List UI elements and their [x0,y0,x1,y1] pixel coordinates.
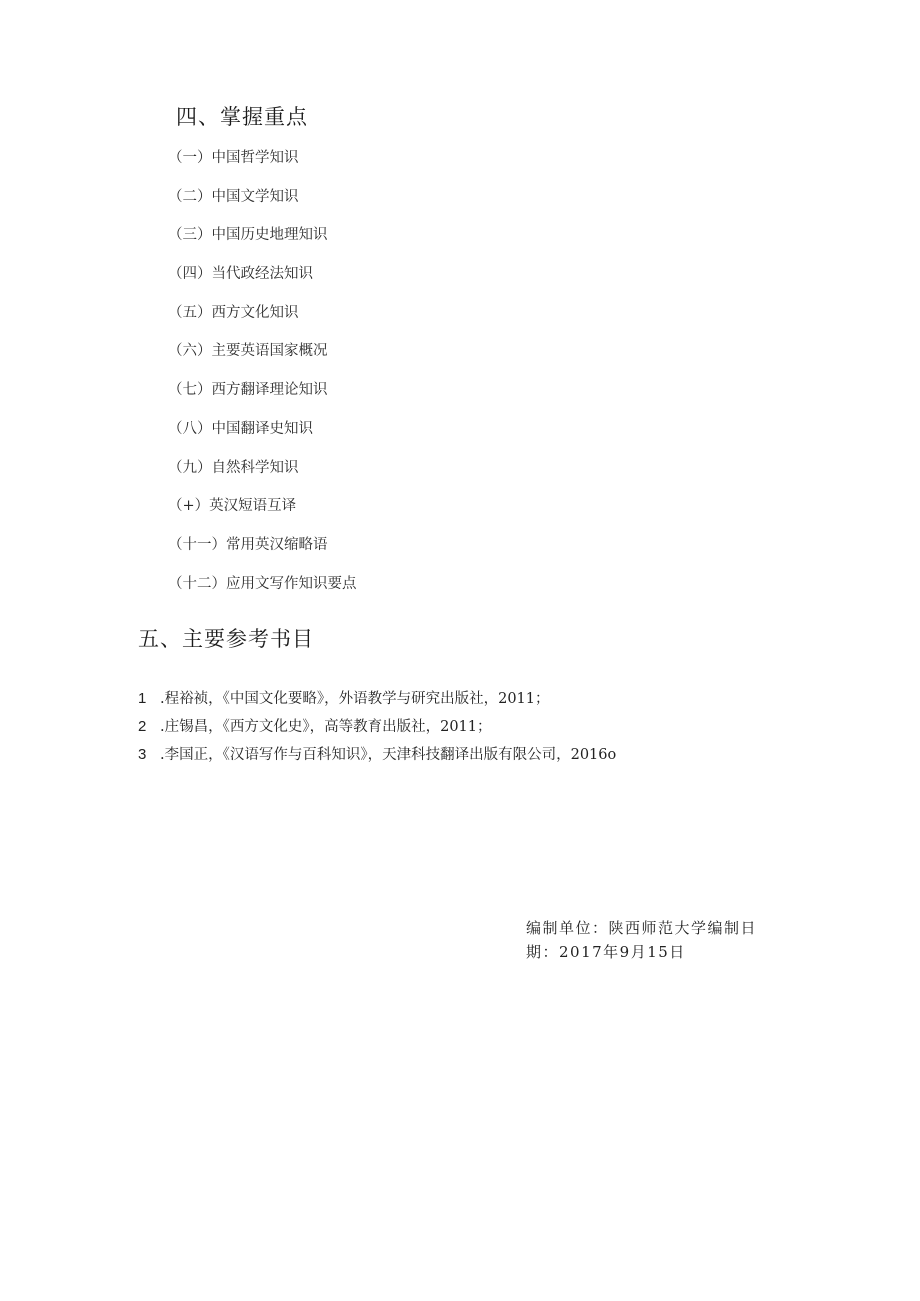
reference-text: .庄锡昌，《西方文化史》，高等教育出版社，2011； [160,719,492,735]
reference-number: 2 [138,718,147,735]
list-item: （八）中国翻译史知识 [168,420,313,437]
reference-text: .程裕祯，《中国文化要略》，外语教学与研究出版社，2011； [160,691,550,707]
list-item: （四）当代政经法知识 [168,266,313,283]
reference-text: .李国正，《汉语写作与百科知识》，天津科技翻译出版有限公司，2016o [160,747,617,763]
list-item: （三）中国历史地理知识 [168,227,328,244]
key-points-list [168,148,357,612]
list-item: （五）西方文化知识 [168,304,299,321]
footer-line-2: 期：2017年9月15日 [526,943,686,961]
reference-item [138,688,616,716]
section-5-heading: 五、主要参考书目 [138,627,314,651]
list-item: （七）西方翻译理论知识 [168,382,328,399]
reference-item [138,744,616,772]
list-item: （六）主要英语国家概况 [168,343,328,360]
list-item: （一）中国哲学知识 [168,150,299,166]
list-item: （十一）常用英汉缩略语 [168,536,328,553]
compilation-footer [526,916,776,964]
reference-number: 1 [138,690,147,707]
list-item: （二）中国文学知识 [168,188,299,205]
section-4-heading: 四、掌握重点 [176,105,308,129]
reference-item [138,716,616,744]
footer-line-1: 编制单位：陕西师范大学编制日 [526,919,758,937]
list-item: （+）英汉短语互译 [168,498,297,515]
reference-list [138,688,616,772]
reference-number: 3 [138,746,147,763]
list-item: （九）自然科学知识 [168,459,299,476]
list-item: （十二）应用文写作知识要点 [168,575,357,592]
